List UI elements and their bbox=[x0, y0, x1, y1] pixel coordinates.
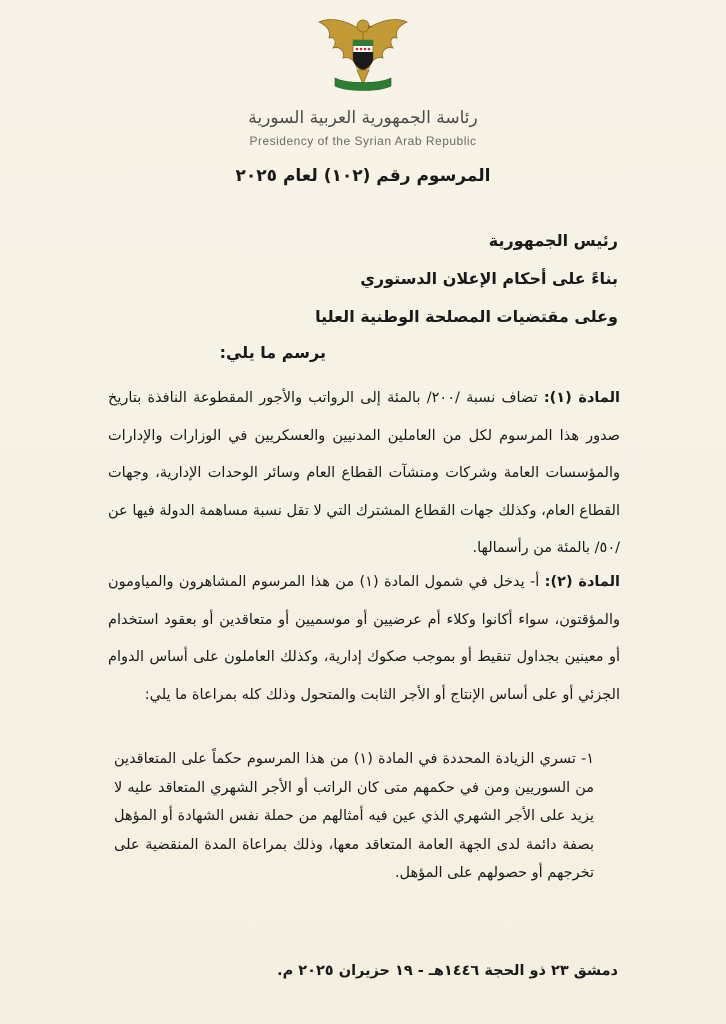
preamble-line-national-interest: وعلى مقتضيات المصلحة الوطنية العليا bbox=[315, 307, 618, 326]
article-1 bbox=[108, 380, 620, 568]
article-2-label: المادة (٢): bbox=[544, 574, 621, 590]
decrees-label: يرسم ما يلي: bbox=[219, 343, 326, 362]
syrian-eagle-emblem-icon bbox=[313, 12, 413, 96]
article-2-text: أ- يدخل في شمول المادة (١) من هذا المرسوم المشاهرون والمياومون والمؤقتون، سواء أكانوا وكلاء أم عرضيين أو موسميين أو متعاقدين أو بعقود استخدام أو معينين بجداول تنقيط أو بموجب صكوك إدارية، وكذلك العاملون على أساس الدوام الجزئي أو على أساس الإنتاج أو الأجر الثابت والمتحول وذلك كله بمراعاة ما يلي: bbox=[108, 574, 620, 703]
org-name-english: Presidency of the Syrian Arab Republic bbox=[249, 134, 477, 148]
decree-title: المرسوم رقم (١٠٢) لعام ٢٠٢٥ bbox=[235, 166, 491, 186]
org-name-arabic: رئاسة الجمهورية العربية السورية bbox=[248, 108, 478, 128]
date-footer: دمشق ٢٣ ذو الحجة ١٤٤٦هـ - ١٩ حزيران ٢٠٢٥ م. bbox=[277, 963, 618, 979]
preamble-line-constitution: بناءً على أحكام الإعلان الدستوري bbox=[360, 269, 618, 288]
article-1-label: المادة (١): bbox=[543, 390, 620, 406]
preamble bbox=[98, 222, 618, 336]
preamble-line-president: رئيس الجمهورية bbox=[488, 231, 618, 250]
article-2 bbox=[108, 564, 620, 714]
article-2-item-1: ١- تسري الزيادة المحددة في المادة (١) من هذا المرسوم حكماً على المتعاقدين من السوريين ومن في حكمهم متى كان الراتب أو الأجر الشهري المتعاقد عليه لا يزيد على الأجر الشهري الذي عين فيه أمثالهم من حملة نفس الشهادة أو المؤهل بصفة دائمة لدى الجهة العامة المتعاقد معها، وذلك بمراعاة المدة المنقضية على تخرجهم أو حصولهم على المؤهل. bbox=[114, 751, 594, 881]
article-1-text: تضاف نسبة /٢٠٠/ بالمئة إلى الرواتب والأجور المقطوعة النافذة بتاريخ صدور هذا المرسوم لكل من العاملين المدنيين والعسكريين في الوزارات والإدارات والمؤسسات العامة وشركات ومنشآت القطاع العام وسائر الوحدات الإدارية، وجهات القطاع العام، وكذلك جهات القطاع المشترك التي لا تقل نسبة مساهمة الدولة فيها عن /٥٠/ بالمئة من رأسمالها. bbox=[108, 390, 620, 556]
